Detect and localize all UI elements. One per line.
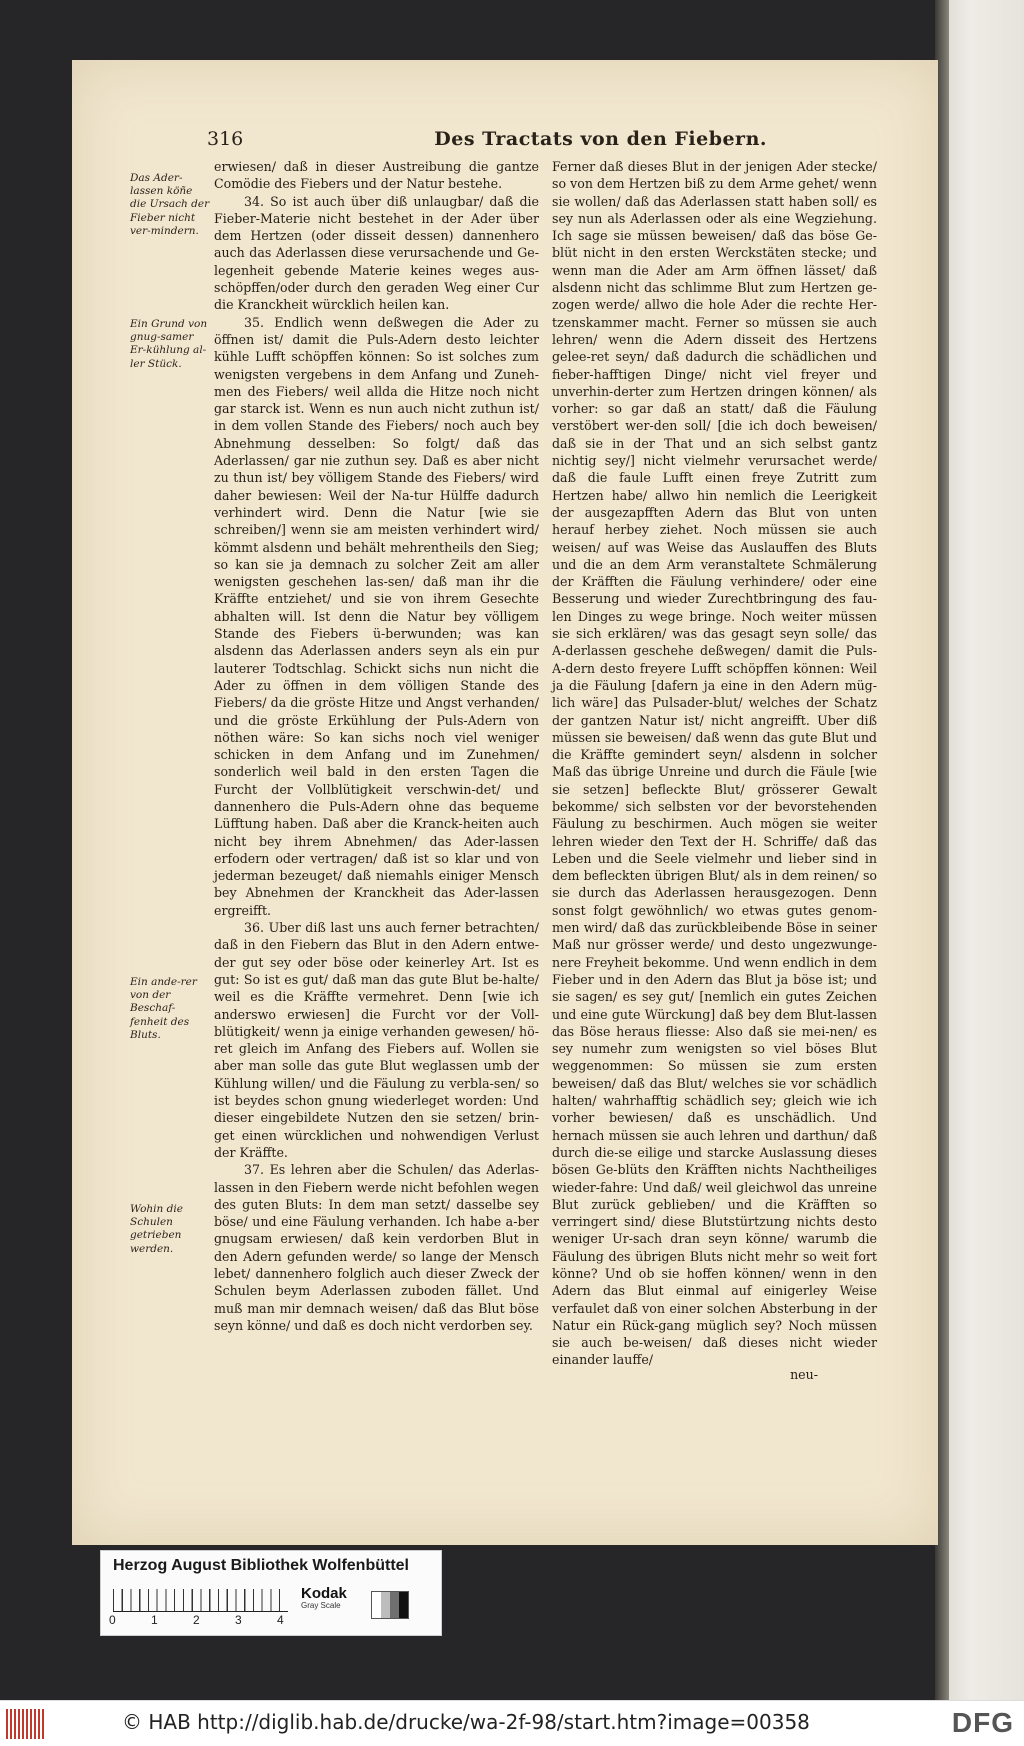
- gray-patch: [381, 1592, 390, 1618]
- paragraph: 35. Endlich wenn deßwegen die Ader zu öffnen ist/ damit die Puls-Adern desto leichter kühle Lufft schöpffen können: So ist solches zum wenigsten vergebens in dem Anfang und Zuneh-men des Fiebers/ weil allda die Hitze noch nicht gar starck ist. Wenn es nun auch nicht zuthun ist/ in dem vollen Stande des Fiebers/ noch auch bey Abnehmung desselben: So folgt/ daß das Aderlassen/ gar nie zuthun sey. Daß es aber nicht zu thun ist/ bey völligem Stande des Fiebers/ wird daher bewiesen: Weil der Na-tur Hülffe dadurch verhindert wird. Denn die Natur [wie sie schreiben/] wenn sie am meisten verhindert wird/ kömmt alsdenn und behält mehrentheils den Sieg; so kan sie ja demnach zu solcher Zeit am aller wenigsten geschehen las-sen/ daß man ihr die Kräffte entziehet/ und sie von ihrem Gesechte abhalten will. Ist denn die Natur bey völligem Stande des Fiebers ü-berwunden; was kan alsdenn das Aderlassen anders seyn als ein pur lauterer Todtschlag. Schickt sichs nun nicht die Ader zu öffnen in dem völligen Stande des Fiebers/ da die gröste Hitze und Angst verhanden/ und die gröste Erkühlung der Puls-Adern von nöthen wäre: So kan sichs noch viel weniger schicken in dem Anfang und im Zunehmen/ sonderlich weil bald in den ersten Tagen die Furcht der Vollblütigkeit verschwin-det/ und dannenhero die Puls-Adern ohne das bequeme Lüfftung haben. Daß aber die Kranck-heiten auch nicht bey ihrem Abnehmen/ das Ader-lassen erfodern oder vertragen/ daß ist so klar und von jederman bezeuget/ daß niemahls einiger Mensch bey Abnehmen der Kranckheit das Ader-lassen ergreifft.: [214, 314, 539, 918]
- paragraph: 37. Es lehren aber die Schulen/ das Aderlas-lassen in den Fiebern werde nicht befohlen wegen des guten Bluts: In dem man setzt/ dasselbe sey böse/ und eine Fäulung verhanden. Ich habe a-ber gnugsam erwiesen/ daß kein verdorben Blut in den Adern gefunden werde/ so lange der Mensch lebet/ dannenhero folglich auch dieser Zweck der Schulen beym Aderlassen zuboden fället. Und muß man mir demnach weisen/ daß das Blut böse seyn könne/ und daß es doch nicht verdorben sey.: [214, 1162, 539, 1333]
- marginal-note: Ein ande-rer von der Beschaf-fenheit des Bluts.: [130, 976, 197, 1041]
- kodak-label: [301, 1585, 347, 1610]
- marginal-note: Ein Grund von gnug-samer Er-kühlung al-ler Stück.: [130, 318, 208, 370]
- library-name: Herzog August Bibliothek Wolfenbüttel: [113, 1557, 409, 1574]
- ruler-number: 1: [151, 1613, 158, 1627]
- right-column: [552, 158, 877, 1369]
- paragraph: 34. So ist auch über diß unlaugbar/ daß die Fieber-Materie nicht bestehet in der Ader über dem Hertzen (oder disseit dessen) dannenhero auch das Aderlassen diese verursachende und Ge-legenheit gebende Materie keines weges aus-schöpffen/oder durch den geraden Weg einer Cur die Kranckheit würcklich heilen kan.: [214, 193, 539, 313]
- grayscale-patches: [371, 1591, 409, 1619]
- adjacent-page-edge: [935, 0, 1024, 1700]
- footer-citation: © HAB http://diglib.hab.de/drucke/wa-2f-98/start.htm?image=00358: [122, 1710, 810, 1734]
- ruler-number: 3: [235, 1613, 242, 1627]
- book-page: [72, 60, 938, 1545]
- dfg-logo: DFG: [951, 1707, 1014, 1738]
- kodak-subtitle: Gray Scale: [301, 1601, 341, 1610]
- running-head-title: Des Tractats von den Fiebern.: [434, 128, 767, 150]
- catchword: neu-: [790, 1367, 818, 1382]
- gray-patch: [390, 1592, 399, 1618]
- paragraph: 36. Uber diß last uns auch ferner betrachten/ daß in den Fiebern das Blut in den Adern entwe-der gut sey oder böse oder keinerley Art. Ist es gut: So ist es gut/ daß man das gute Blut be-halte/ weil es die Kräffte vermehret. Denn [wie ich anderswo erwiesen] die Furcht vor der Voll-blütigkeit/ wenn ja einige verhanden gewesen/ hö-ret gleich im Anfang des Fiebers auf. Wollen sie aber man solle das gute Blut weglassen umb der Kühlung willen/ und die Fäulung zu verbla-sen/ so ist beydes schon gnung wiederleget worden: Und dieser eingebildete Nutzen den sie setzen/ brin-get einen würcklichen und nohwendigen Verlust der Kräffte.: [214, 920, 539, 1160]
- ruler-number: 4: [277, 1613, 284, 1627]
- gray-patch: [372, 1592, 381, 1618]
- marginal-note: Das Ader-lassen köñe die Ursach der Fieber nicht ver-mindern.: [130, 172, 210, 237]
- page-number: 316: [207, 128, 244, 150]
- barcode-icon: [6, 1709, 46, 1739]
- gray-patch: [399, 1592, 408, 1618]
- kodak-brand: Kodak: [301, 1585, 347, 1602]
- marginal-note: Wohin die Schulen getrieben werden.: [130, 1203, 183, 1255]
- left-column: [214, 158, 539, 1334]
- running-head: [207, 128, 767, 154]
- paragraph: Ferner daß dieses Blut in der jenigen Ader stecke/ so von dem Hertzen biß zu dem Arme gehet/ wenn sie wollen/ daß das Aderlassen statt haben soll/ es sey nun als Aderlassen oder als eine Wegziehung. Ich sage sie müssen beweisen/ daß das böse Ge-blüt nicht in den ersten Werckstäten stecke; und wenn man die Ader am Arm öffnen lässet/ daß alsdenn nicht das schlimme Blut zum Hertzen ge-zogen werde/ allwo die hole Ader die rechte Her-tzenskammer macht. Ferner so müssen sie auch lehren/ wenn die Adern disseit des Hertzens gelee-ret seyn/ daß dadurch die schädlichen und fieber-hafftigen Dinge/ nicht viel freyer und unverhin-derter zum Hertzen dringen können/ als vorher: so gar daß an statt/ daß die Fäulung verstöbert wer-den soll/ [die ich doch beweisen/ daß sie in der That und an sich selbst gantz nichtig sey/] nicht vielmehr verursachet werde/ daß die faule Lufft einen freye Zutritt zum Hertzen habe/ allwo hin nemlich die Leerigkeit der ausgezapfften Adern das Blut von unten herauf herbey ziehet. Noch müssen sie auch weisen/ auf was Weise das Auslauffen des Bluts und die an dem Arm veranstaltete Schmälerung der Kräfften die Fäulung verhindere/ oder eine Besserung und wieder Zurechtbringung des fau-len Dinges zu wege bringe. Noch weiter müssen sie sich erklären/ was das gesagt seyn solle/ das A-derlassen geschehe deßwegen/ damit die Puls-A-dern desto freyere Lufft schöpffen können: Weil ja die Fäulung [dafern ja eine in den Adern müg-lich wäre] das Pulsader-blut/ welches der Schatz der gantzen Natur ist/ nicht angreifft. Uber diß müssen sie beweisen/ daß wenn das gute Blut und die Kräffte gemindert seyn/ alsdenn in solcher Maß das übrige Unreine und durch die Fäule [wie sie setzen] befleckte Blut/ grösserer Gewalt bekomme/ sich selbsten vor der bevorstehenden Fäulung zu beschirmen. Auch mögen sie weiter lehren wieder den Text der H. Schriffe/ daß das Leben und die Seele vielmehr und lieber sind in dem befleckten übrigen Blut/ als in dem reinen/ so sie durch das Aderlassen herausgezogen. Denn sonst folgt gewöhnlich/ wo etwas gutes genom-men wird/ daß das zurückbleibende Böse in seiner Maß nur grösser werde/ und desto ungezwunge-nere Freyheit bekomme. Und wenn endlich in dem Fieber und in den Adern das Blut ja böse ist; und sie sagen/ es sey gut/ [nemlich ein gutes Zeichen und eine gute Würckung] daß bey dem Blut-lassen das Böse heraus fliesse: Also daß sie mei-nen/ es sey numehr zum wenigsten so viel böses Blut weggenommen: So müssen sie zum ersten beweisen/ daß das Blut/ welches sie vor schädlich halten/ wahrhafftig schädlich sey; gleich wie ich vorher bewiesen/ daß es unschädlich. Und hernach müssen sie auch lehren und darthun/ daß durch die-se eilige und starcke Auslassung dieses bösen Ge-blüts den Kräfften nichts Nachtheiliges wieder-fahre: Und daß/ weil gleichwol das unreine Blut zurück geblieben/ und die Kräfften so verringert sind/ diese Blutstürtzung nichts desto weniger Ur-sach dran seyn könne/ warumb die Fäulung des übrigen Bluts nicht mehr so weit fort könne? Und ob sie hoffen können/ wenn in den Adern das Blut einmal auf einigerley Weise verfaulet daß von einer solchen Absterbung in der Natur ein Rück-gang müglich sey? Noch müssen sie auch be-weisen/ daß dieses nicht wieder einander lauffe/: [552, 159, 877, 1368]
- ruler-number: 0: [109, 1613, 116, 1627]
- viewer-footer: [0, 1700, 1024, 1746]
- color-calibration-card: [100, 1550, 442, 1636]
- paragraph: erwiesen/ daß in dieser Austreibung die gantze Comödie des Fiebers und der Natur bestehe.: [214, 159, 539, 192]
- ruler-number: 2: [193, 1613, 200, 1627]
- measurement-ruler: [113, 1589, 288, 1612]
